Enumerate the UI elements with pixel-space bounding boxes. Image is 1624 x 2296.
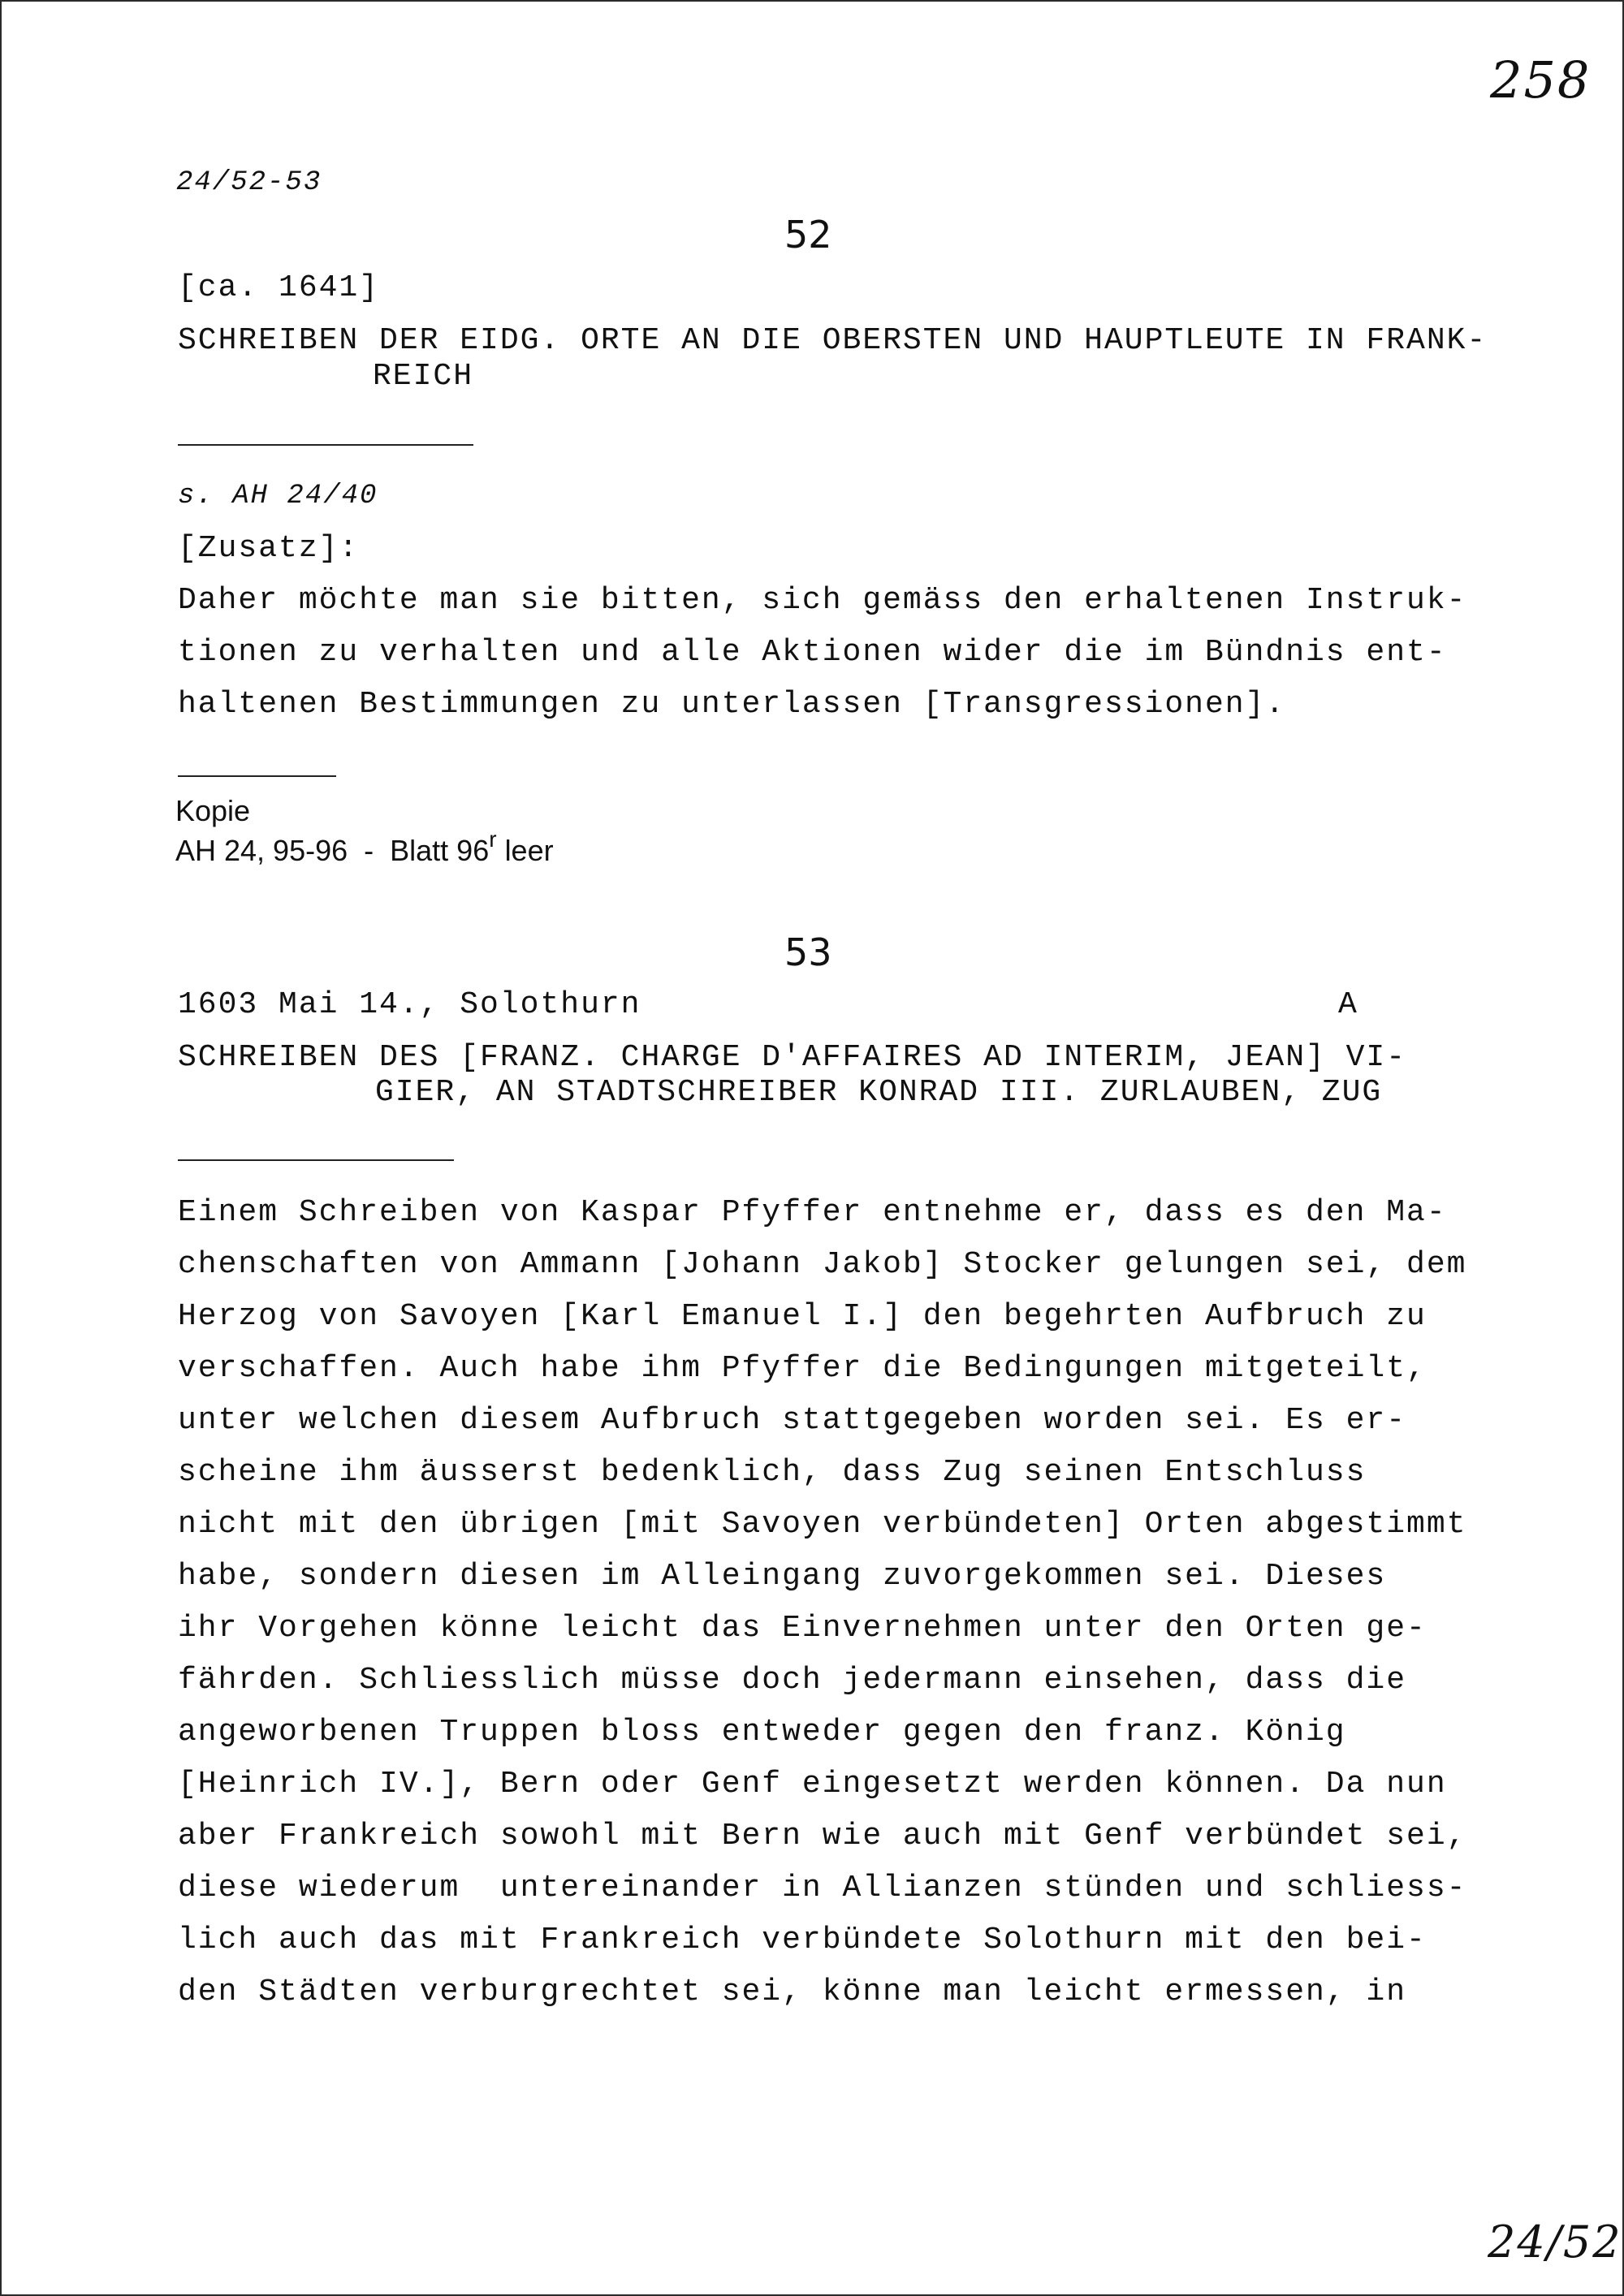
- entry-52-body: [178, 575, 1466, 731]
- entry-53-body-line: nicht mit den übrigen [mit Savoyen verbündeten] Orten abgestimmt: [178, 1507, 1467, 1542]
- entry-53-body-line: lich auch das mit Frankreich verbündete Solothurn mit den bei-: [178, 1923, 1427, 1957]
- entry-53-body-line: fährden. Schliesslich müsse doch jedermann einsehen, dass die: [178, 1663, 1407, 1698]
- entry-52-title-line-1: SCHREIBEN DER EIDG. ORTE AN DIE OBERSTEN UND HAUPTLEUTE IN FRANK-: [178, 323, 1488, 358]
- entry-52-source-rule: [178, 775, 336, 777]
- entry-53-body-line: habe, sondern diesen im Alleingang zuvorgekommen sei. Dieses: [178, 1559, 1387, 1594]
- entry-52-title-rule: [178, 444, 473, 446]
- entry-53-body-line: chenschaften von Ammann [Johann Jakob] Stocker gelungen sei, dem: [178, 1247, 1467, 1282]
- entry-53-body-line: Herzog von Savoyen [Karl Emanuel I.] den begehrten Aufbruch zu: [178, 1299, 1427, 1334]
- entry-52-body-line: Daher möchte man sie bitten, sich gemäss den erhaltenen Instruk-: [178, 583, 1467, 618]
- entry-53-body-line: scheine ihm äusserst bedenklich, dass Zug seinen Entschluss: [178, 1455, 1367, 1490]
- entry-52-source-type: Kopie: [175, 794, 251, 827]
- entry-53-title-rule: [178, 1159, 454, 1161]
- entry-52-number: 52: [784, 213, 832, 257]
- entry-53-body-line: aber Frankreich sowohl mit Bern wie auch mit Genf verbündet sei,: [178, 1819, 1467, 1854]
- entry-53-body-line: den Städten verburgrechtet sei, könne man leicht ermessen, in: [178, 1974, 1407, 2009]
- entry-53-number: 53: [784, 930, 832, 974]
- entry-53-body-line: verschaffen. Auch habe ihm Pfyffer die Bedingungen mitgeteilt,: [178, 1351, 1427, 1386]
- entry-53-body: [178, 1187, 1466, 2018]
- entry-52-title-line-2: REICH: [373, 359, 474, 394]
- entry-53-body-line: diese wiederum untereinander in Allianzen stünden und schliess-: [178, 1871, 1467, 1905]
- archive-reference-handwritten: 24/52: [1488, 2216, 1622, 2268]
- entry-52-source-line: [175, 826, 554, 868]
- entry-53-date-place: 1603 Mai 14., Solothurn: [178, 987, 641, 1022]
- header-reference: 24/52-53: [176, 167, 322, 198]
- folio-number: 258: [1490, 50, 1592, 110]
- entry-52-source-note: leer: [504, 834, 554, 867]
- entry-53-marker: A: [1338, 987, 1358, 1022]
- entry-53-body-line: angeworbenen Truppen bloss entweder gegen den franz. König: [178, 1715, 1346, 1750]
- entry-53-title-line-1: SCHREIBEN DES [FRANZ. CHARGE D'AFFAIRES AD INTERIM, JEAN] VI-: [178, 1040, 1407, 1075]
- entry-52-see-reference: s. AH 24/40: [178, 481, 378, 511]
- entry-53-body-line: Einem Schreiben von Kaspar Pfyffer entnehme er, dass es den Ma-: [178, 1195, 1447, 1230]
- entry-52-source-sup: r: [489, 826, 497, 852]
- entry-52-date: [ca. 1641]: [178, 270, 380, 305]
- entry-52-source-ref: AH 24, 95-96 - Blatt 96: [175, 834, 490, 867]
- entry-53-body-line: ihr Vorgehen könne leicht das Einvernehmen unter den Orten ge-: [178, 1611, 1427, 1646]
- entry-53-body-line: [Heinrich IV.], Bern oder Genf eingesetzt werden können. Da nun: [178, 1767, 1447, 1802]
- entry-52-addition-label: [Zusatz]:: [178, 531, 360, 566]
- entry-52-body-line: haltenen Bestimmungen zu unterlassen [Transgressionen].: [178, 687, 1286, 722]
- entry-53-title-line-2: GIER, AN STADTSCHREIBER KONRAD III. ZURLAUBEN, ZUG: [375, 1075, 1383, 1110]
- entry-53-body-line: unter welchen diesem Aufbruch stattgegeben worden sei. Es er-: [178, 1403, 1407, 1438]
- entry-52-body-line: tionen zu verhalten und alle Aktionen wider die im Bündnis ent-: [178, 635, 1447, 670]
